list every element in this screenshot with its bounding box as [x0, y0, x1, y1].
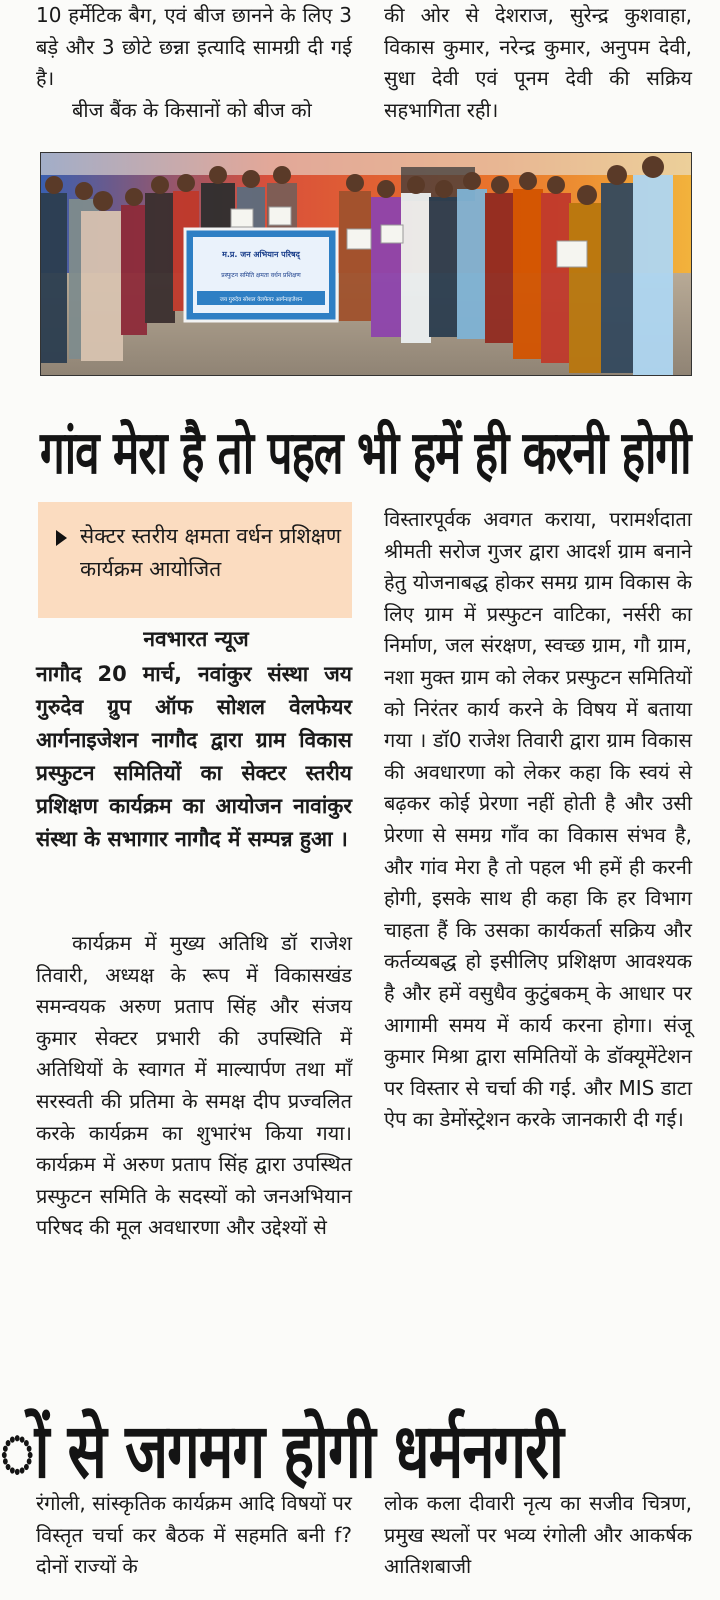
bottom-article-right-column [384, 1488, 692, 1583]
top-article-left-column [36, 0, 352, 126]
lead-paragraph [36, 658, 352, 856]
bottom-article-right-text: लोक कला दीवारी नृत्य का सजीव चित्रण, प्रमुख स्थलों पर भव्य रंगोली और आकर्षक आतिशबाजी [384, 1491, 692, 1579]
body-left-text: कार्यक्रम में मुख्य अतिथि डॉ राजेश तिवारी, अध्यक्ष के रूप में विकासखंड समन्वयक अरुण प्रताप सिंह और संजय कुमार सेक्टर प्रभारी की उपस्थिति में अतिथियों के स्वागत में माल्यार्पण तथा माँ सरस्वती की प्रतिमा के समक्ष दीप प्रज्वलित करके कार्यक्रम का शुभारंभ किया गया। कार्यक्रम में अरुण प्रताप सिंह द्वारा उपस्थित प्रस्फुटन समिति के सदस्यों को जनअभियान परिषद की मूल अवधारणा और उद्देश्यों से [36, 931, 352, 1240]
top-article-right-text: की ओर से देशराज, सुरेन्द्र कुशवाहा, विकास कुमार, नरेन्द्र कुमार, अनुपम देवी, सुधा देवी एवं पूनम देवी की सक्रिय सहभागिता रही। [384, 3, 692, 122]
triangle-bullet-icon [56, 530, 67, 546]
body-left-column [36, 928, 352, 1244]
banner-line1: म.प्र. जन अभियान परिषद् [222, 250, 300, 259]
banner-line3: जय गुरुदेव सोशल वेलफेयर आर्गनाइजेशन [219, 297, 303, 303]
top-article-left-text-2: बीज बैंक के किसानों को बीज को [72, 97, 312, 122]
subhead-text: सेक्टर स्तरीय क्षमता वर्धन प्रशिक्षण कार्यक्रम आयोजित [80, 524, 342, 581]
top-article-right-column [384, 0, 692, 126]
body-right-text: विस्तारपूर्वक अवगत कराया, परामर्शदाता श्रीमती सरोज गुजर द्वारा आदर्श ग्राम बनाने हेतु योजनाबद्ध होकर समग्र ग्राम विकास के लिए ग्राम में प्रस्फुटन वाटिका, नर्सरी का निर्माण, जल संरक्षण, स्वच्छ ग्राम, गौ ग्राम, नशा मुक्त ग्राम को लेकर प्रस्फुटन समितियों को निरंतर कार्य करने के विषय में बताया गया । डॉ0 राजेश तिवारी द्वारा ग्राम विकास की अवधारणा को लेकर कहा कि स्वयं से बढ़कर कोई प्रेरणा नहीं होती है और उसी प्रेरणा से समग्र गाँव का विकास संभव है, और गांव मेरा है तो पहल भी हमें ही करनी होगी, इसके साथ ही कहा कि हर विभाग चाहता हैं कि उसका कार्यकर्ता सक्रिय और कर्तव्यबद्ध हो इसीलिए प्रशिक्षण आवश्यक है और हमें वसुधैव कुटुंबकम् के आधार पर आगामी समय में कार्य करना होगा। संजू कुमार मिश्रा द्वारा समितियों के डॉक्यूमेंटेशन पर विस्तार से चर्चा की गई. और MIS डाटा ऐप का डेमोंस्ट्रेशन करके जानकारी दी गई। [384, 507, 692, 1132]
group-photo [40, 152, 692, 376]
body-right-column [384, 504, 692, 1136]
bottom-article-left-text: रंगोली, सांस्कृतिक कार्यक्रम आदि विषयों पर विस्तृत चर्चा कर बैठक में सहमति बनी f? दोनों राज्यों के [36, 1491, 352, 1579]
main-headline: गांव मेरा है तो पहल भी हमें ही करनी होगी [40, 418, 691, 488]
group-photo-illustration [41, 153, 692, 376]
subhead-box [38, 502, 352, 618]
lead-text: नागौद 20 मार्च, नवांकुर संस्था जय गुरुदेव ग्रुप ऑफ सोशल वेलफेयर आर्गनाइजेशन नागौद द्वारा ग्राम विकास प्रस्फुटन समितियों का सेक्टर स्तरीय प्रशिक्षण कार्यक्रम का आयोजन नावांकुर संस्था के सभागार नागौद में सम्पन्न हुआ । [36, 662, 352, 851]
banner-line2: प्रस्फुटन समिति क्षमता वर्धन प्रशिक्षण [221, 272, 301, 279]
byline: नवभारत न्यूज [143, 627, 249, 651]
top-article-left-text: 10 हर्मेटिक बैग, एवं बीज छानने के लिए 3 बड़े और 3 छोटे छन्ना इत्यादि सामग्री दी गई है। [36, 3, 352, 91]
bottom-headline: ों से जगमग होगी धर्मनगरी [0, 1406, 563, 1495]
bottom-article-left-column [36, 1488, 352, 1583]
